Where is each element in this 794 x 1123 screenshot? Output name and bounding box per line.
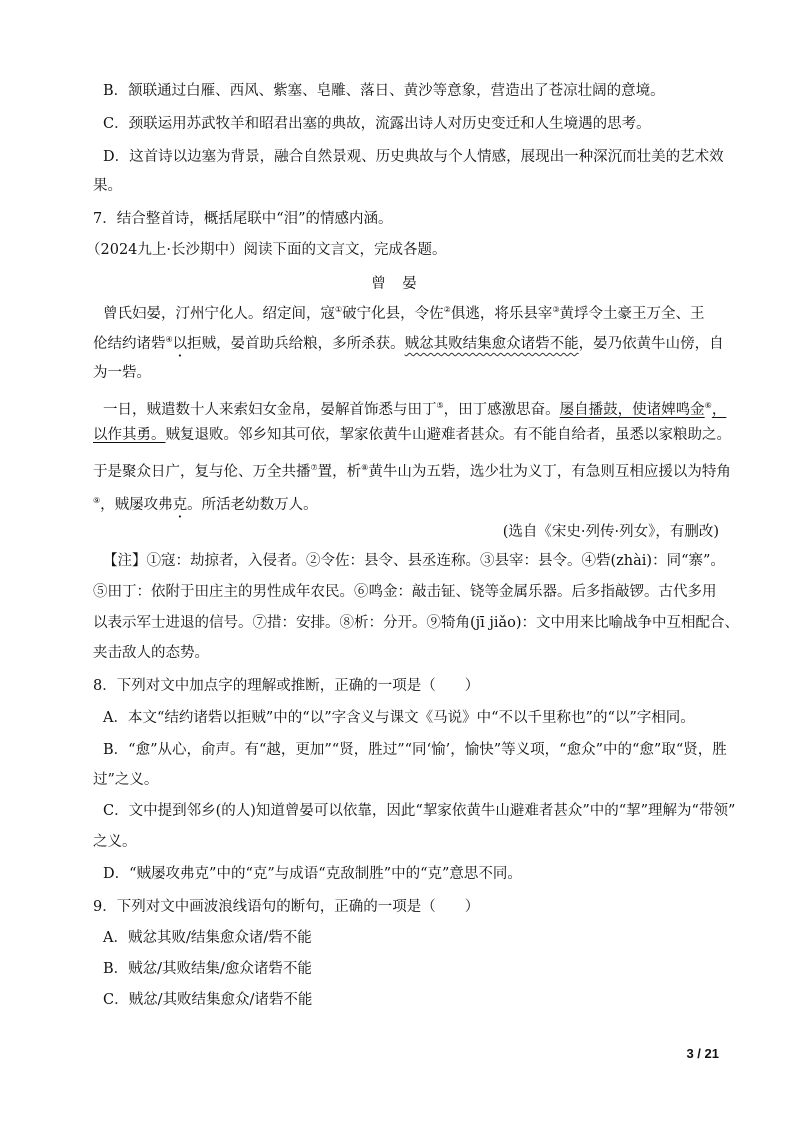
q6-option-d-cont: 果。 bbox=[93, 178, 122, 194]
q7-stem: 7．结合整首诗，概括尾联中“泪”的情感内涵。 bbox=[93, 211, 393, 227]
passage-p2-line3: 于是聚众日广，复与伦、万全共播⑦置，析⑧黄牛山为五砦，选少壮为义丁，有急则互相应援以为特角 bbox=[93, 463, 731, 480]
notes-line4: 夹击敌人的态势。 bbox=[93, 645, 209, 661]
page-number: 3 / 21 bbox=[686, 1046, 719, 1061]
passage-p2-line4: ⑨，贼屡攻弗克。所活老幼数万人。 bbox=[93, 496, 318, 513]
q9-stem: 9．下列对文中画波浪线语句的断句，正确的一项是（ ） bbox=[93, 899, 480, 915]
passage-p1-line1: 曾氏妇晏，汀州宁化人。绍定间，寇①破宁化县，令佐②俱逃，将乐县宰③黄垺令土豪王万全、王 bbox=[103, 305, 705, 322]
q9-option-a: A．贼忿其败/结集愈众诸/砦不能 bbox=[103, 930, 312, 946]
q8-option-c-cont: 之义。 bbox=[93, 834, 137, 850]
passage-p2-line1: 一日，贼遣数十人来索妇女金帛，晏解首饰悉与田丁⑤，田丁感激思奋。屡自播鼓，使诸婢鸣金⑥， bbox=[103, 401, 727, 418]
q6-option-c: C．颈联运用苏武牧羊和昭君出塞的典故，流露出诗人对历史变迁和人生境遇的思考。 bbox=[103, 116, 651, 132]
notes-line2: ⑤田丁：依附于田庄主的男性成年农民。⑥鸣金：敲击钲、铙等金属乐器。后多指敲锣。古代多用 bbox=[93, 584, 717, 600]
q8-option-b-cont: 过”之义。 bbox=[93, 772, 159, 788]
notes-line3: 以表示军士进退的信号。⑦措：安排。⑧析：分开。⑨犄角(jī jiǎo)：文中用来比喻战争中互相配合、 bbox=[93, 615, 740, 631]
passage-p1-line3: 为一砦。 bbox=[93, 365, 151, 381]
q8-option-c: C．文中提到邻乡(的人)知道曾晏可以依靠，因此“挈家依黄牛山避难者甚众”中的“挈”理解为“带领” bbox=[103, 803, 736, 819]
passage-title: 曾 晏 bbox=[371, 276, 423, 292]
passage-source: (选自《宋史·列传·列女》，有删改) bbox=[502, 524, 719, 540]
wavy-underlined-sentence: 贼忿其败结集愈众诸砦不能 bbox=[404, 335, 579, 352]
q6-option-d: D．这首诗以边塞为背景，融合自然景观、历史典故与个人情感，展现出一种深沉而壮美的艺术效 bbox=[103, 149, 724, 165]
notes-line1: 【注】①寇：劫掠者，入侵者。②令佐：县令、县丞连称。③县宰：县令。④砦(zhài)：同“寨”。 bbox=[103, 553, 725, 569]
q8-option-b: B．“愈”从心，俞声。有“越，更加”“贤，胜过”“同‘愉’，愉快”等义项，“愈众”中的“愈”取“贤，胜 bbox=[103, 742, 727, 758]
q8-option-d: D．“贼屡攻弗克”中的“克”与成语“克敌制胜”中的“克”意思不同。 bbox=[103, 866, 522, 882]
q8-stem: 8．下列对文中加点字的理解或推断，正确的一项是（ ） bbox=[93, 678, 480, 694]
q9-option-b: B．贼忿/其败结集/愈众诸砦不能 bbox=[103, 961, 312, 977]
passage-p1-line2: 伦结约诸砦④以拒贼，晏首助兵给粮，多所杀获。贼忿其败结集愈众诸砦不能，晏乃依黄牛山傍，自 bbox=[93, 335, 724, 352]
q9-option-c: C．贼忿/其败结集愈众/诸砦不能 bbox=[103, 992, 313, 1008]
underlined-sentence: 屡自播鼓，使诸婢鸣金 bbox=[559, 401, 705, 418]
passage-p2-line2: 以作其勇。贼复退败。邻乡知其可依，挈家依黄牛山避难者甚众。有不能自给者，虽悉以家粮助之。 bbox=[93, 427, 731, 443]
q6-option-b: B．颔联通过白雁、西风、紫塞、皂雕、落日、黄沙等意象，营造出了苍凉壮阔的意境。 bbox=[103, 83, 665, 99]
q8-option-a: A．本文“结约诸砦以拒贼”中的“以”字含义与课文《马说》中“不以千里称也”的“以”字相同。 bbox=[103, 710, 695, 726]
passage-intro: （2024九上·长沙期中）阅读下面的文言文，完成各题。 bbox=[86, 242, 447, 258]
